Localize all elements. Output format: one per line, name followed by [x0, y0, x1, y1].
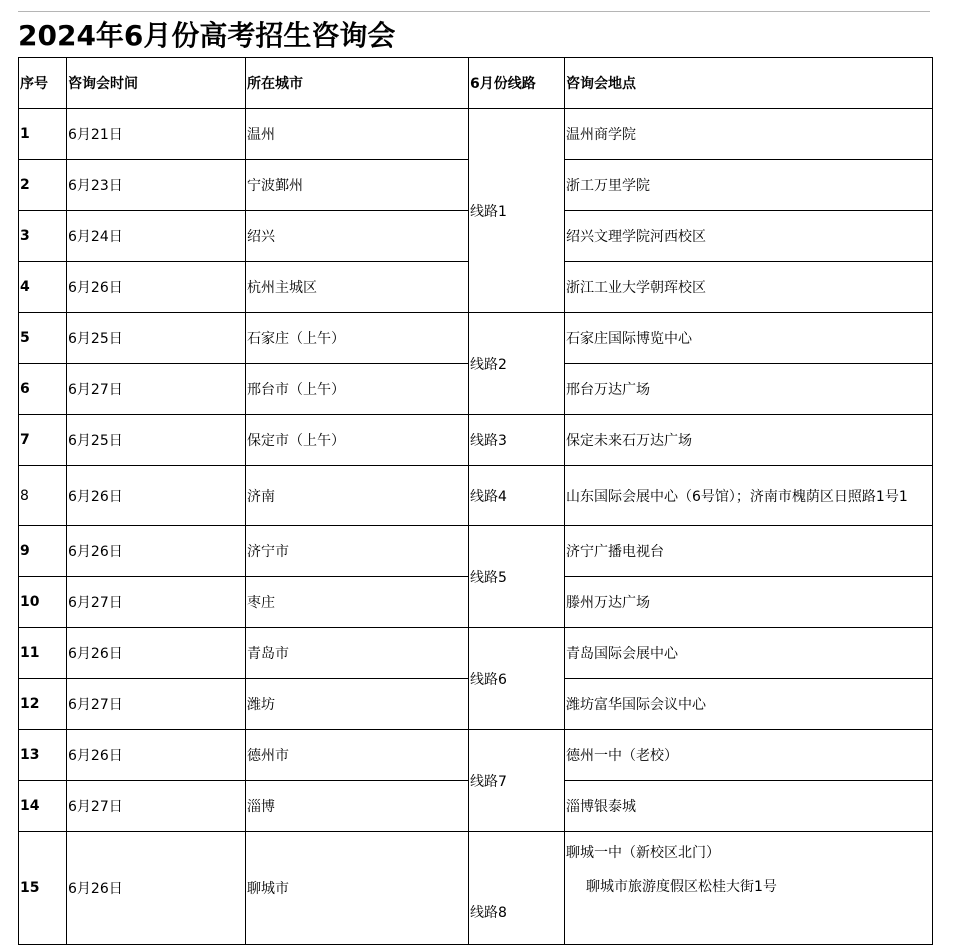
- row-city: 温州: [246, 109, 469, 160]
- row-city: 杭州主城区: [246, 262, 469, 313]
- table-row: [19, 526, 933, 577]
- header-row: [19, 58, 933, 109]
- row-no: 9: [19, 526, 67, 577]
- row-location: 保定未来石万达广场: [565, 415, 933, 466]
- row-city: 聊城市: [246, 832, 469, 945]
- table-row: [19, 730, 933, 781]
- row-city: 济南: [246, 466, 469, 526]
- row-date: 6月26日: [67, 730, 246, 781]
- header-city: 所在城市: [246, 58, 469, 109]
- row-location: 淄博银泰城: [565, 781, 933, 832]
- row-no: 13: [19, 730, 67, 781]
- table-row: [19, 628, 933, 679]
- row-no: 15: [19, 832, 67, 945]
- row-city: 德州市: [246, 730, 469, 781]
- row-route: 线路5: [469, 526, 565, 628]
- table-row: [19, 415, 933, 466]
- row-location: 济宁广播电视台: [565, 526, 933, 577]
- row-no: 6: [19, 364, 67, 415]
- row-no: 11: [19, 628, 67, 679]
- row-location: 邢台万达广场: [565, 364, 933, 415]
- row-location: [565, 832, 933, 945]
- row-location-line2: 聊城市旅游度假区松桂大街1号: [586, 879, 777, 895]
- row-location: 山东国际会展中心（6号馆）；济南市槐荫区日照路1号1: [565, 466, 933, 526]
- row-date: 6月27日: [67, 679, 246, 730]
- row-no: 10: [19, 577, 67, 628]
- row-no: 5: [19, 313, 67, 364]
- row-date: 6月27日: [67, 364, 246, 415]
- header-route: 6月份线路: [469, 58, 565, 109]
- row-route: 线路4: [469, 466, 565, 526]
- consultation-table: [18, 57, 933, 945]
- row-location: 石家庄国际博览中心: [565, 313, 933, 364]
- page-title: 2024年6月份高考招生咨询会: [18, 19, 396, 52]
- row-date: 6月26日: [67, 526, 246, 577]
- row-city: 邢台市（上午）: [246, 364, 469, 415]
- row-city: 绍兴: [246, 211, 469, 262]
- row-date: 6月25日: [67, 313, 246, 364]
- row-no: 2: [19, 160, 67, 211]
- table-row: [19, 313, 933, 364]
- row-location: 浙工万里学院: [565, 160, 933, 211]
- table-row: [19, 109, 933, 160]
- row-no: 7: [19, 415, 67, 466]
- row-location: 温州商学院: [565, 109, 933, 160]
- row-location-line1: 聊城一中（新校区北门）: [566, 845, 720, 861]
- row-no: 8: [19, 466, 67, 526]
- header-time: 咨询会时间: [67, 58, 246, 109]
- row-city: 石家庄（上午）: [246, 313, 469, 364]
- row-location: 浙江工业大学朝珲校区: [565, 262, 933, 313]
- row-route: [469, 832, 565, 945]
- row-date: 6月21日: [67, 109, 246, 160]
- row-date: 6月24日: [67, 211, 246, 262]
- row-route: 线路2: [469, 313, 565, 415]
- row-city: 宁波鄞州: [246, 160, 469, 211]
- row-city: 枣庄: [246, 577, 469, 628]
- row-location: 滕州万达广场: [565, 577, 933, 628]
- row-no: 12: [19, 679, 67, 730]
- row-city: 济宁市: [246, 526, 469, 577]
- row-no: 4: [19, 262, 67, 313]
- header-location: 咨询会地点: [565, 58, 933, 109]
- row-route: 线路3: [469, 415, 565, 466]
- row-no: 3: [19, 211, 67, 262]
- table-row: [19, 466, 933, 526]
- row-date: 6月26日: [67, 832, 246, 945]
- row-route-text: 线路8: [470, 905, 507, 921]
- row-city: 潍坊: [246, 679, 469, 730]
- row-location: 德州一中（老校）: [565, 730, 933, 781]
- row-location: 潍坊富华国际会议中心: [565, 679, 933, 730]
- row-no: 1: [19, 109, 67, 160]
- row-date: 6月25日: [67, 415, 246, 466]
- row-location: 绍兴文理学院河西校区: [565, 211, 933, 262]
- row-no: 14: [19, 781, 67, 832]
- row-date: 6月26日: [67, 262, 246, 313]
- row-city: 保定市（上午）: [246, 415, 469, 466]
- table-row: [19, 832, 933, 945]
- row-date: 6月27日: [67, 577, 246, 628]
- row-date: 6月27日: [67, 781, 246, 832]
- row-city: 淄博: [246, 781, 469, 832]
- row-route: 线路1: [469, 109, 565, 313]
- row-location: 青岛国际会展中心: [565, 628, 933, 679]
- row-date: 6月26日: [67, 466, 246, 526]
- row-date: 6月23日: [67, 160, 246, 211]
- top-rule: [18, 11, 930, 12]
- header-no: 序号: [19, 58, 67, 109]
- row-route: 线路6: [469, 628, 565, 730]
- row-date: 6月26日: [67, 628, 246, 679]
- row-route: 线路7: [469, 730, 565, 832]
- row-city: 青岛市: [246, 628, 469, 679]
